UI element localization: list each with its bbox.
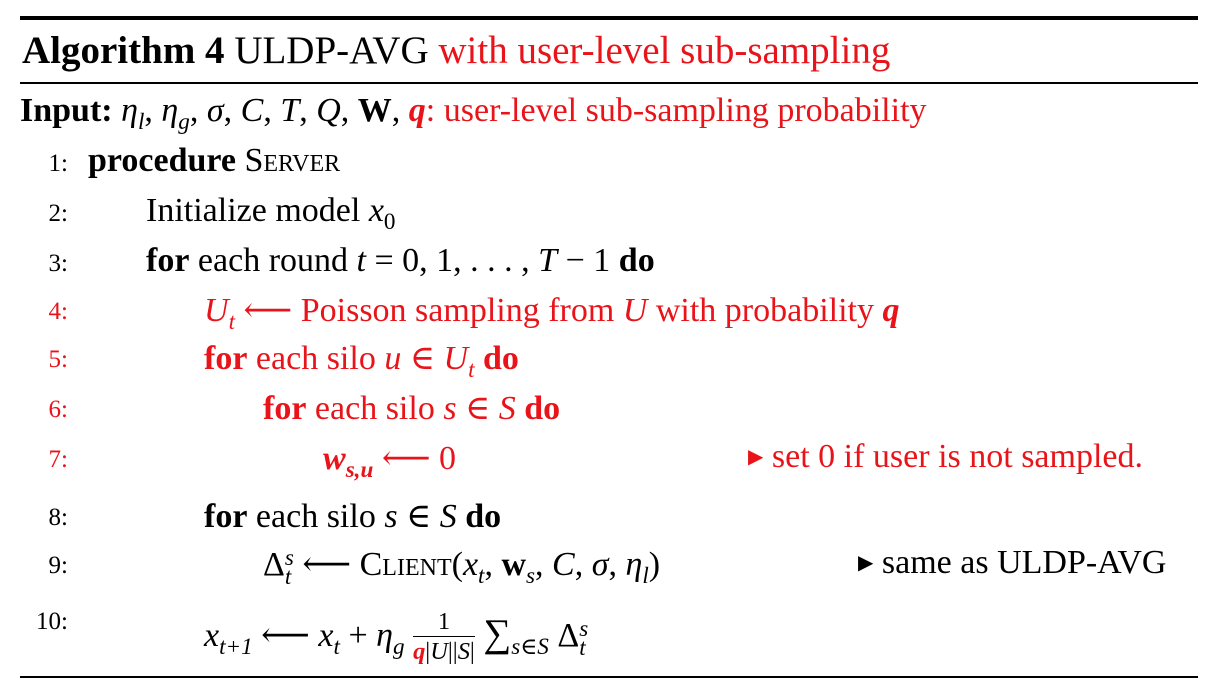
line-number: 9: xyxy=(48,552,68,579)
algo-line-3 xyxy=(20,242,1200,292)
input-line xyxy=(20,92,1200,142)
line-number: 2: xyxy=(48,200,68,227)
line-text: for each silo u ∈ $U_t$ do xyxy=(204,340,519,384)
line-text: $w_{s,u}$ ⟵ 0 xyxy=(323,440,457,484)
input-q: q xyxy=(408,92,426,129)
line-number: 10: xyxy=(36,608,68,635)
line-comment: ▶ same as ULDP-AVG xyxy=(858,544,1167,581)
line-text: Δ s t ⟵ $Client(x_t$, $w_s$, C, σ, $\eta_l$) xyxy=(263,544,661,591)
line-number: 4: xyxy=(48,298,68,325)
line-text: $U_t$ ⟵ Poisson sampling from U with probability q xyxy=(204,292,900,336)
algo-line-2 xyxy=(20,192,1200,242)
line-number: 3: xyxy=(48,250,68,277)
procedure-keyword: procedure xyxy=(88,142,236,179)
algorithm-title xyxy=(22,28,890,73)
header-rule xyxy=(20,82,1198,84)
line-number: 7: xyxy=(48,446,68,473)
line-number: 5: xyxy=(48,346,68,373)
algo-line-6 xyxy=(20,388,1200,438)
algo-line-7 xyxy=(20,438,1200,488)
line-comment: ▶ set 0 if user is not sampled. xyxy=(748,438,1144,475)
algo-line-1 xyxy=(20,142,1200,192)
fraction: $\frac{1}{q|U||S|}$ xyxy=(413,608,475,666)
algorithm-name: ULDP-AVG xyxy=(234,29,429,72)
line-number: 1: xyxy=(48,150,68,177)
line-text: for each silo s ∈ S do xyxy=(204,498,502,535)
line-number: 8: xyxy=(48,504,68,531)
top-rule xyxy=(20,16,1198,20)
line-text: for each round t = 0, 1, . . . , T − 1 do xyxy=(146,242,655,279)
algo-line-10 xyxy=(20,600,1200,670)
comment-triangle-icon: ▶ xyxy=(748,446,764,468)
line-text: Initialize model $x_0$ xyxy=(146,192,396,236)
line-number: 6: xyxy=(48,396,68,423)
algo-line-9 xyxy=(20,544,1200,594)
algo-line-5 xyxy=(20,338,1200,388)
input-params: $\eta_l$, $\eta_g$, σ, C, T, Q, W, xyxy=(121,92,401,136)
procedure-name: Server xyxy=(244,142,341,179)
algo-line-8 xyxy=(20,496,1200,546)
algorithm-name-suffix: with user-level sub-sampling xyxy=(438,29,891,72)
bottom-rule xyxy=(20,676,1198,678)
line-text: $x_{t+1}$ ⟵ $x_t + \eta_g$ $\frac{1}{q|U||S|}$ $\sum_{s\in S}$ Δ s t xyxy=(204,608,589,666)
algorithm-label: Algorithm 4 xyxy=(22,29,225,72)
algo-line-4 xyxy=(20,290,1200,340)
line-text: for each silo s ∈ S do xyxy=(263,390,561,427)
comment-triangle-icon: ▶ xyxy=(858,552,874,574)
input-label: Input: xyxy=(20,92,113,129)
input-q-desc: : user-level sub-sampling probability xyxy=(425,92,927,129)
